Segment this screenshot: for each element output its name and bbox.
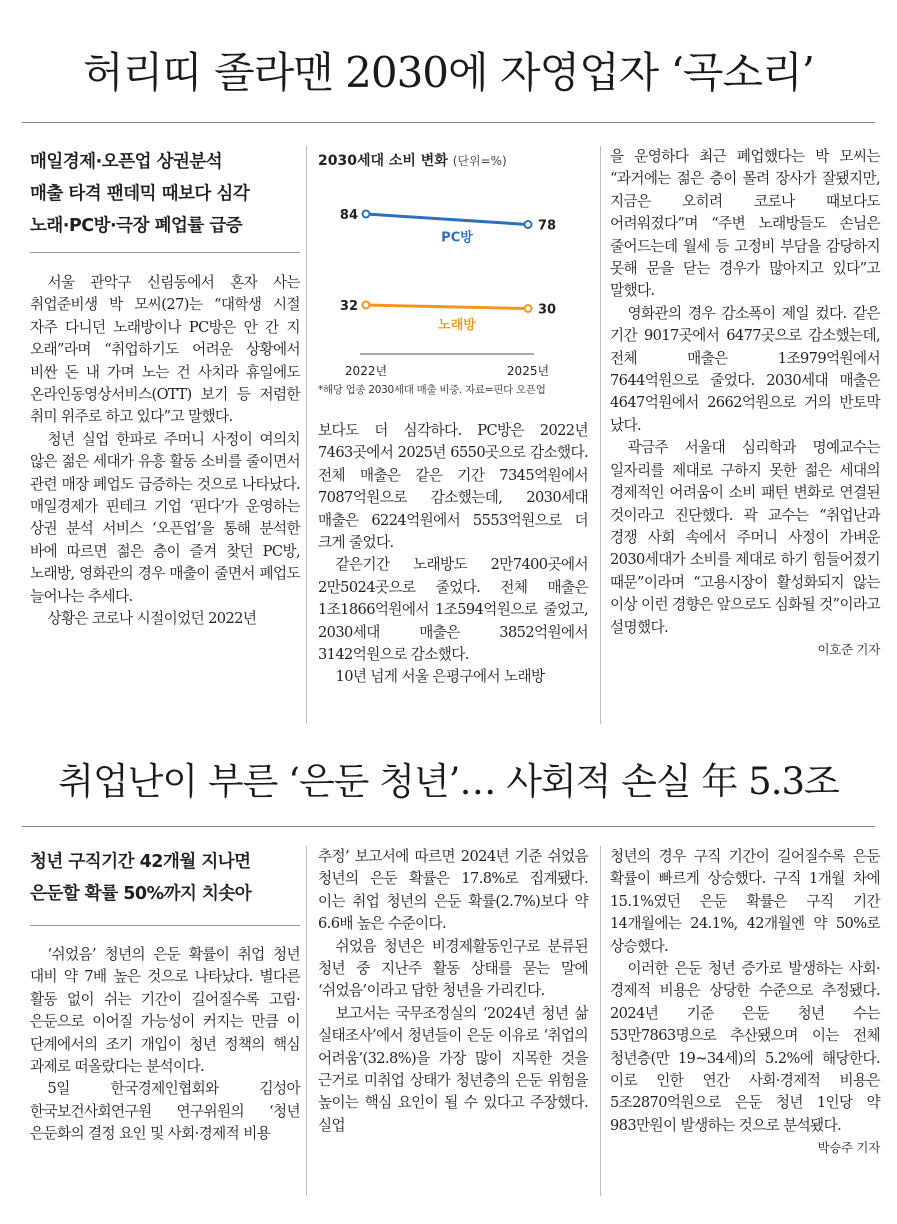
x-tick-label: 2022년 bbox=[344, 364, 388, 378]
paragraph: 같은기간 노래방도 2만7400곳에서 2만5024곳으로 줄었다. 전체 매출은 1조1866억원에서 1조594억원으로 줄었고, 2030세대 매출은 3852억원에서 3142억원으로 감소했다. bbox=[318, 556, 588, 664]
chart-title-text: 2030세대 소비 변화 bbox=[318, 153, 448, 169]
subhead-line: 매출 타격 팬데믹 때보다 심각 bbox=[30, 184, 250, 204]
subheads-article-1 bbox=[30, 146, 300, 242]
article-2-column-2 bbox=[318, 846, 588, 1206]
article-2-column-3 bbox=[610, 846, 880, 1206]
subheads-article-2 bbox=[30, 846, 300, 910]
column-divider bbox=[600, 846, 601, 1196]
x-tick-label: 2025년 bbox=[506, 364, 550, 378]
paragraph: 영화관의 경우 감소폭이 제일 컸다. 같은 기간 9017곳에서 6477곳으로 감소했는데, 전체 매출은 1조979억원에서 7644억원으로 줄었다. 2030세대 매출은 4647억원에서 2662억원으로 거의 반토막 났다. bbox=[610, 304, 880, 434]
paragraph: 서울 관악구 신림동에서 혼자 사는 취업준비생 박 모씨(27)는 “대학생 시절 자주 다니던 노래방이나 PC방은 안 간 지 오래”라며 “취업하기도 어려운 상황에서 비싼 돈 내 가며 노는 건 사치라 휴일에도 온라인동영상서비스(OTT) 보기 등 저렴한 취미 위주로 하고 있다”고 말했다. bbox=[30, 274, 300, 426]
paragraph: 5일 한국경제인협회와 김성아 한국보건사회연구원 연구위원의 ‘청년 은둔화의 결정 요인 및 사회·경제적 비용 bbox=[30, 1080, 300, 1143]
chart-note: *해당 업종 2030세대 매출 비중. 자료=핀다 오픈업 bbox=[318, 384, 546, 396]
subhead-line: 노래·PC방·극장 폐업률 급증 bbox=[30, 216, 243, 236]
chart-unit: (단위=%) bbox=[452, 154, 507, 168]
series-label: 노래방 bbox=[438, 317, 476, 333]
column-divider bbox=[306, 846, 307, 1196]
byline: 박승주 기자 bbox=[817, 1140, 880, 1156]
series-line-1 bbox=[366, 214, 528, 225]
data-label: 32 bbox=[339, 299, 358, 314]
headline-article-1: 허리띠 졸라맨 2030에 자영업자 ‘곡소리’ bbox=[83, 48, 814, 97]
subhead-rule bbox=[30, 925, 300, 926]
paragraph: 청년 실업 한파로 주머니 사정이 여의치 않은 젊은 세대가 유흥 활동 소비를 줄이면서 관련 매장 폐업도 급증하는 것으로 나타났다. 매일경제가 핀테크 기업 ‘핀다’가 운영하는 상권 분석 서비스 ‘오픈업’을 통해 분석한 바에 따르면 젊은 층이 즐겨 찾던 PC방, 노래방, 영화관의 경우 매출이 줄면서 폐업도 늘어나는 추세다. bbox=[30, 430, 300, 605]
consumption-chart bbox=[318, 150, 598, 400]
data-label: 78 bbox=[538, 218, 557, 234]
subhead-line: 매일경제·오픈업 상권분석 bbox=[30, 152, 223, 172]
article-1-column-1 bbox=[30, 272, 300, 722]
paragraph: 보다도 더 심각하다. PC방은 2022년 7463곳에서 2025년 6550곳으로 감소했다. 전체 매출은 같은 기간 7345억원에서 7087억원으로 감소했는데, 2030세대 매출은 6224억원에서 5553억원으로 더 크게 줄었다. bbox=[318, 422, 588, 552]
subhead-line: 청년 구직기간 42개월 지나면 bbox=[30, 852, 251, 872]
paragraph: 10년 넘게 서울 은평구에서 노래방 bbox=[335, 668, 545, 686]
data-label: 84 bbox=[339, 208, 358, 223]
data-point bbox=[363, 211, 370, 218]
paragraph: 추정’ 보고서에 따르면 2024년 기준 쉬었음 청년의 은둔 확률은 17.8%로 집계됐다. 이는 취업 청년의 은둔 확률(2.7%)보다 약 6.6배 높은 수준이다. bbox=[318, 848, 588, 933]
subhead-line: 은둔할 확률 50%까지 치솟아 bbox=[30, 884, 252, 904]
headline-rule-1 bbox=[22, 122, 875, 123]
article-1-column-3 bbox=[610, 146, 880, 726]
chart-title bbox=[318, 150, 598, 170]
paragraph: 보고서는 국무조정실의 ‘2024년 청년 삶 실태조사’에서 청년들이 은둔 이유로 ‘취업의 어려움’(32.8%)을 가장 많이 지목한 것을 근거로 미취업 상태가 청년층의 은둔 위험을 높이는 핵심 요인이 될 수 있다고 주장했다. 실업 bbox=[318, 1004, 588, 1134]
paragraph: ‘쉬었음’ 청년의 은둔 확률이 취업 청년 대비 약 7배 높은 것으로 나타났다. 별다른 활동 없이 쉬는 기간이 길어질수록 고립·은둔으로 이어질 가능성이 커지는 만큼 이 단계에서의 조기 개입이 청년 정책의 핵심 과제로 떠올랐다는 분석이다. bbox=[30, 946, 300, 1076]
data-point bbox=[525, 305, 532, 312]
data-point bbox=[525, 221, 532, 228]
paragraph: 쉬었음 청년은 비경제활동인구로 분류된 청년 중 지난주 활동 상태를 묻는 말에 ‘쉬었음’이라고 답한 청년을 가리킨다. bbox=[318, 937, 588, 1000]
data-point bbox=[363, 302, 370, 309]
series-line-2 bbox=[366, 305, 528, 309]
article-1-column-2 bbox=[318, 420, 588, 720]
paragraph: 곽금주 서울대 심리학과 명예교수는 일자리를 제대로 구하지 못한 젊은 세대의 경제적인 어려움이 소비 패턴 변화로 연결된 것이라고 진단했다. 곽 교수는 “취업난과 경쟁 사회 속에서 주머니 사정이 가벼운 2030세대가 소비를 제대로 하기 힘들어졌기 때문”이라며 “고용시장이 활성화되지 않는 이상 이런 경향은 앞으로도 심화될 것”이라고 설명했다. bbox=[610, 439, 881, 636]
paragraph: 상황은 코로나 시절이었던 2022년 bbox=[47, 610, 257, 628]
byline: 이호준 기자 bbox=[817, 641, 880, 657]
headline-article-2: 취업난이 부른 ‘은둔 청년’… 사회적 손실 年 5.3조 bbox=[58, 760, 839, 803]
series-label: PC방 bbox=[441, 230, 473, 246]
paragraph: 을 운영하다 최근 폐업했다는 박 모씨는 “과거에는 젊은 층이 몰려 장사가 잘됐지만, 지금은 오히려 코로나 때보다도 어려워졌다”며 “주변 노래방들도 손님은 줄어드는데 월세 등 고정비 부담을 감당하지 못해 문을 닫는 경우가 많아지고 있다”고 말했다. bbox=[610, 148, 880, 300]
column-divider bbox=[600, 146, 601, 724]
chart-plot bbox=[318, 176, 598, 398]
subhead-rule bbox=[30, 252, 300, 253]
headline-rule-2 bbox=[22, 826, 875, 827]
article-2-column-1 bbox=[30, 944, 300, 1204]
paragraph: 청년의 경우 구직 기간이 길어질수록 은둔 확률이 빠르게 상승했다. 구직 1개월 차에 15.1%였던 은둔 확률은 구직 기간 14개월에는 24.1%, 42개월엔 약 50%로 상승했다. bbox=[610, 848, 880, 955]
data-label: 30 bbox=[538, 302, 557, 318]
column-divider bbox=[306, 146, 307, 724]
paragraph: 이러한 은둔 청년 증가로 발생하는 사회·경제적 비용은 상당한 수준으로 추정됐다. 2024년 기준 은둔 청년 수는 53만7863명으로 추산됐으며 이는 전체 청년층(만 19~34세)의 5.2%에 해당한다. 이로 인한 연간 사회·경제적 비용은 5조2870억원으로 은둔 청년 1인당 약 983만원이 발생하는 것으로 분석됐다. bbox=[610, 960, 880, 1134]
